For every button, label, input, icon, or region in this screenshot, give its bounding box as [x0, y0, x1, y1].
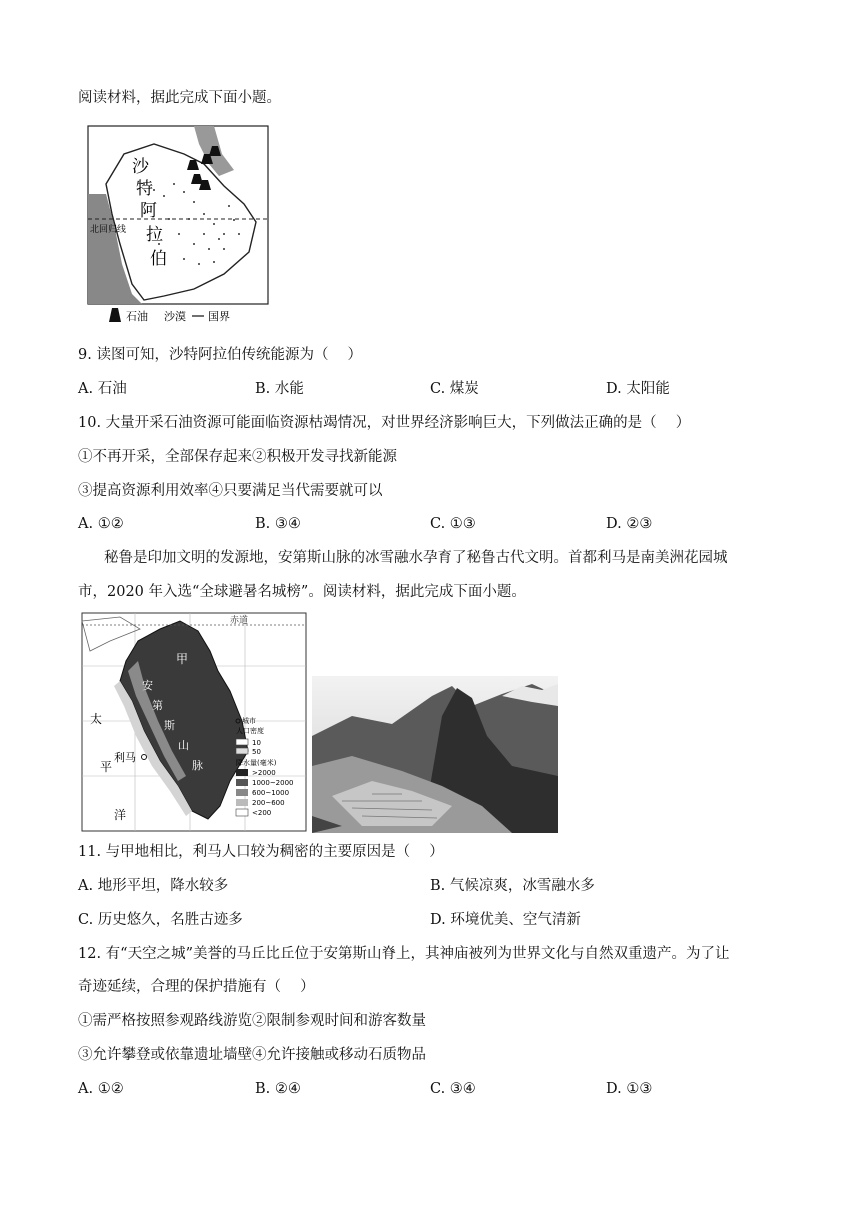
legend-density: 人口密度 — [236, 727, 264, 735]
q12-option-d[interactable]: D. ①③ — [606, 1081, 653, 1097]
q9-option-d[interactable]: D. 太阳能 — [606, 381, 670, 397]
precip-4: 200~600 — [252, 799, 285, 807]
country-char-4: 拉 — [146, 225, 163, 245]
q10-statements-1: ①不再开采，全部保存起来②积极开发寻找新能源 — [78, 449, 397, 465]
q9-option-c[interactable]: C. 煤炭 — [430, 381, 479, 397]
country-char-1: 沙 — [132, 157, 149, 177]
q12-statements-2: ③允许攀登或依靠遗址墙壁④允许接触或移动石质物品 — [78, 1047, 426, 1063]
q12-option-a[interactable]: A. ①② — [78, 1081, 124, 1097]
legend-oil: 石油 — [126, 310, 148, 323]
machu-picchu-photo — [312, 676, 558, 837]
saudi-arabia-map — [84, 124, 274, 330]
q9-stem: 9. 读图可知，沙特阿拉伯传统能源为（ ） — [78, 347, 363, 363]
precip-5: <200 — [252, 809, 272, 817]
equator-label: 赤道 — [230, 616, 249, 626]
andes-char-4: 山 — [178, 739, 189, 752]
precip-3: 600~1000 — [252, 789, 290, 797]
ocean-char-1: 太 — [90, 712, 103, 726]
andes-char-1: 安 — [142, 679, 153, 692]
q10-stem: 10. 大量开采石油资源可能面临资源枯竭情况，对世界经济影响巨大，下列做法正确的是（ ） — [78, 415, 691, 431]
q12-option-b[interactable]: B. ②④ — [255, 1081, 301, 1097]
q12-stem-line1: 12. 有“天空之城”美誉的马丘比丘位于安第斯山脊上，其神庙被列为世界文化与自然双重遗产。为了让 — [78, 946, 730, 962]
lima-label: 利马 — [114, 751, 136, 764]
country-char-2: 特 — [136, 179, 153, 199]
legend-city: 城市 — [242, 717, 256, 725]
precip-title: 降水量(毫米) — [236, 759, 277, 767]
q10-option-c[interactable]: C. ①③ — [430, 516, 476, 532]
q11-option-d[interactable]: D. 环境优美、空气清新 — [430, 912, 581, 928]
q10-statements-2: ③提高资源利用效率④只要满足当代需要就可以 — [78, 483, 383, 499]
andes-char-2: 第 — [152, 699, 163, 712]
intro-text: 阅读材料，据此完成下面小题。 — [78, 90, 281, 106]
legend-border: 国界 — [208, 310, 230, 323]
andes-char-5: 脉 — [192, 759, 203, 772]
andes-char-3: 斯 — [164, 719, 175, 732]
intro2-line1: 秘鲁是印加文明的发源地，安第斯山脉的冰雪融水孕育了秘鲁古代文明。首都利马是南美洲花园城 — [104, 550, 728, 566]
q10-option-b[interactable]: B. ③④ — [255, 516, 301, 532]
ocean-char-3: 洋 — [114, 808, 127, 822]
jia-label: 甲 — [176, 652, 189, 666]
q11-stem: 11. 与甲地相比，利马人口较为稠密的主要原因是（ ） — [78, 844, 444, 860]
q12-statements-1: ①需严格按照参观路线游览②限制参观时间和游客数量 — [78, 1013, 426, 1029]
q11-option-a[interactable]: A. 地形平坦，降水较多 — [78, 878, 229, 894]
precip-1: >2000 — [252, 769, 276, 777]
ocean-char-2: 平 — [100, 760, 113, 774]
country-char-3: 阿 — [140, 201, 157, 221]
q12-stem-line2: 奇迹延续，合理的保护措施有（ ） — [78, 979, 315, 995]
q10-option-a[interactable]: A. ①② — [78, 516, 124, 532]
precip-2: 1000~2000 — [252, 779, 294, 787]
q9-option-b[interactable]: B. 水能 — [255, 381, 304, 397]
peru-map — [80, 611, 308, 837]
q11-option-c[interactable]: C. 历史悠久，名胜古迹多 — [78, 912, 243, 928]
legend-desert: 沙漠 — [164, 310, 186, 323]
q9-option-a[interactable]: A. 石油 — [78, 381, 127, 397]
q11-option-b[interactable]: B. 气候凉爽，冰雪融水多 — [430, 878, 595, 894]
density-50: 50 — [252, 748, 261, 756]
density-10: 10 — [252, 739, 261, 747]
q10-option-d[interactable]: D. ②③ — [606, 516, 653, 532]
q12-option-c[interactable]: C. ③④ — [430, 1081, 476, 1097]
tropic-label: 北回归线 — [90, 225, 127, 235]
country-char-5: 伯 — [150, 249, 167, 269]
intro2-line2: 市，2020 年入选“全球避暑名城榜”。阅读材料，据此完成下面小题。 — [78, 584, 526, 600]
